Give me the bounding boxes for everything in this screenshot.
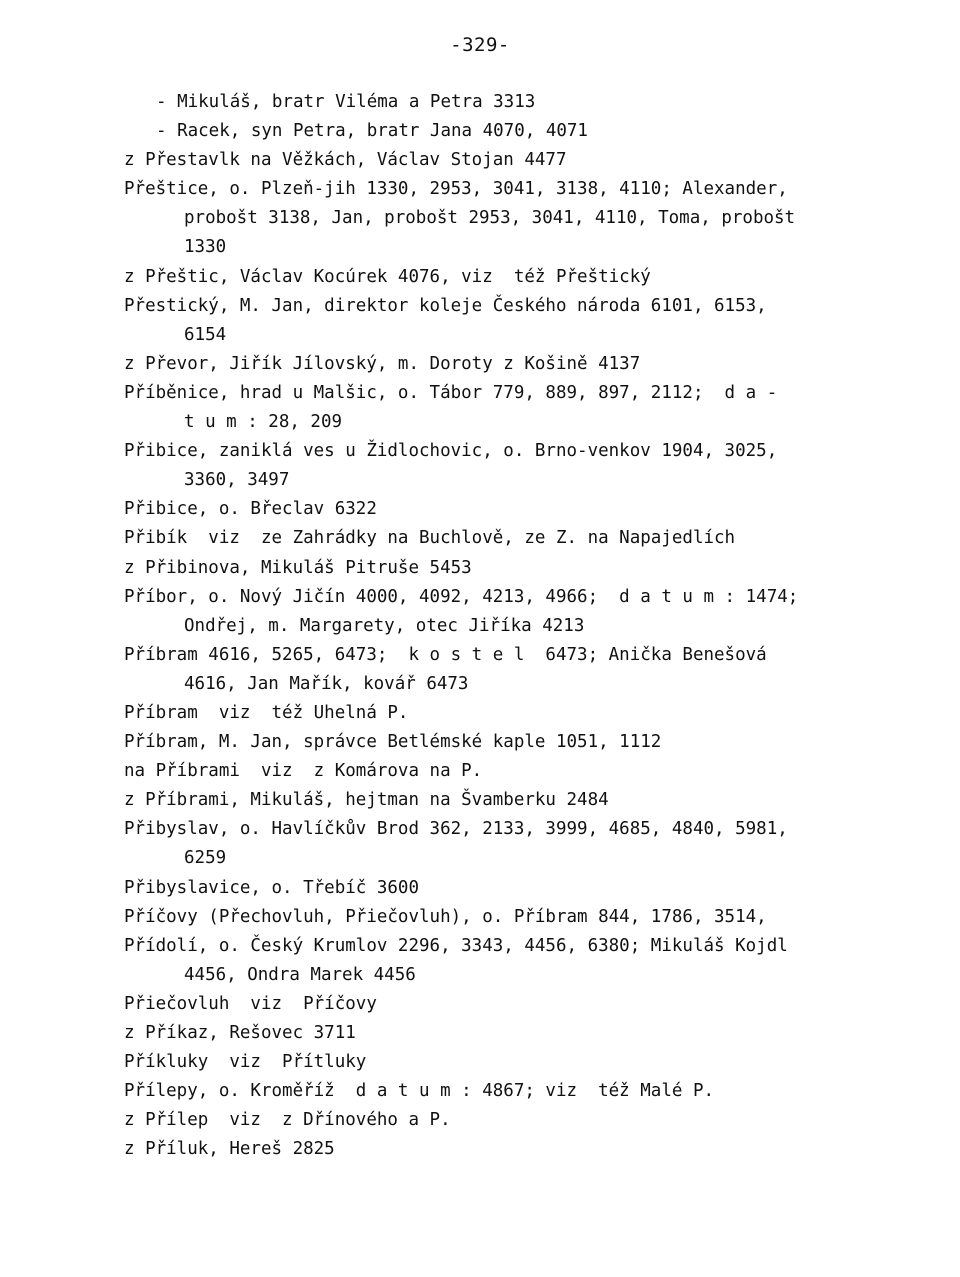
index-entry-continuation: 6259 bbox=[184, 848, 227, 869]
index-entry-line: Příčovy (Přechovluh, Přiečovluh), o. Příbram 844, 1786, 3514, bbox=[124, 906, 767, 927]
index-entry-line: Přibice, zaniklá ves u Židlochovic, o. Brno-venkov 1904, 3025, bbox=[124, 441, 778, 462]
index-entry-line: Příkluky viz Přítluky bbox=[124, 1052, 367, 1073]
index-entry-line: Příběnice, hrad u Malšic, o. Tábor 779, 889, 897, 2112; d a - bbox=[124, 382, 778, 403]
index-entry-line: z Příbrami, Mikuláš, hejtman na Švamberku 2484 bbox=[124, 790, 609, 811]
index-entry-line: Přílepy, o. Kroměříž d a t u m : 4867; viz též Malé P. bbox=[124, 1081, 715, 1102]
index-entry-line: Přiečovluh viz Příčovy bbox=[124, 993, 377, 1014]
index-entry-continuation: 4616, Jan Mařík, kovář 6473 bbox=[184, 673, 469, 694]
index-entry-line: Příbram, M. Jan, správce Betlémské kaple 1051, 1112 bbox=[124, 732, 662, 753]
index-entries bbox=[124, 88, 904, 1164]
index-entry-continuation: Ondřej, m. Margarety, otec Jiříka 4213 bbox=[184, 615, 585, 636]
index-entry-continuation: t u m : 28, 209 bbox=[184, 412, 343, 433]
index-entry-continuation: 3360, 3497 bbox=[184, 470, 290, 491]
index-entry-line: z Přestavlk na Věžkách, Václav Stojan 4477 bbox=[124, 150, 567, 171]
index-entry-continuation: 1330 bbox=[184, 237, 227, 258]
index-entry-line: Přibyslav, o. Havlíčkův Brod 362, 2133, 3999, 4685, 4840, 5981, bbox=[124, 819, 788, 840]
index-entry-line: z Příkaz, Rešovec 3711 bbox=[124, 1023, 356, 1043]
index-entry-line: Přibík viz ze Zahrádky na Buchlově, ze Z. na Napajedlích bbox=[124, 528, 736, 549]
index-entry-line: na Příbrami viz z Komárova na P. bbox=[124, 761, 483, 782]
index-entry-line: z Převor, Jiřík Jílovský, m. Doroty z Košině 4137 bbox=[124, 353, 641, 374]
index-entry-line: Příbram viz též Uhelná P. bbox=[124, 702, 409, 723]
index-entry-line: z Přibinova, Mikuláš Pitruše 5453 bbox=[124, 557, 472, 578]
index-entry-line: - Racek, syn Petra, bratr Jana 4070, 4071 bbox=[156, 121, 588, 142]
index-entry-line: z Přeštic, Václav Kocúrek 4076, viz též Přeštický bbox=[124, 266, 651, 287]
index-entry-line: Přeštice, o. Plzeň-jih 1330, 2953, 3041, 3138, 4110; Alexander, bbox=[124, 179, 788, 200]
index-entry-continuation: probošt 3138, Jan, probošt 2953, 3041, 4110, Toma, probošt bbox=[184, 208, 796, 229]
index-entry-line: Příbor, o. Nový Jičín 4000, 4092, 4213, 4966; d a t u m : 1474; bbox=[124, 586, 799, 607]
index-entry-continuation: 4456, Ondra Marek 4456 bbox=[184, 964, 416, 985]
index-entry-line: Přibice, o. Břeclav 6322 bbox=[124, 499, 377, 520]
index-entry-line: Přídolí, o. Český Krumlov 2296, 3343, 4456, 6380; Mikuláš Kojdl bbox=[124, 935, 788, 956]
index-entry-line: z Přílep viz z Dřínového a P. bbox=[124, 1110, 451, 1131]
index-entry-line: Přestický, M. Jan, direktor koleje Českého národa 6101, 6153, bbox=[124, 295, 767, 316]
page-number: -329- bbox=[450, 34, 510, 56]
index-entry-line: Přibyslavice, o. Třebíč 3600 bbox=[124, 877, 420, 898]
index-entry-continuation: 6154 bbox=[184, 324, 227, 345]
index-entry-line: z Příluk, Hereš 2825 bbox=[124, 1139, 335, 1160]
index-entry-line: - Mikuláš, bratr Viléma a Petra 3313 bbox=[156, 92, 536, 112]
index-entry-line: Příbram 4616, 5265, 6473; k o s t e l 6473; Anička Benešová bbox=[124, 644, 767, 665]
